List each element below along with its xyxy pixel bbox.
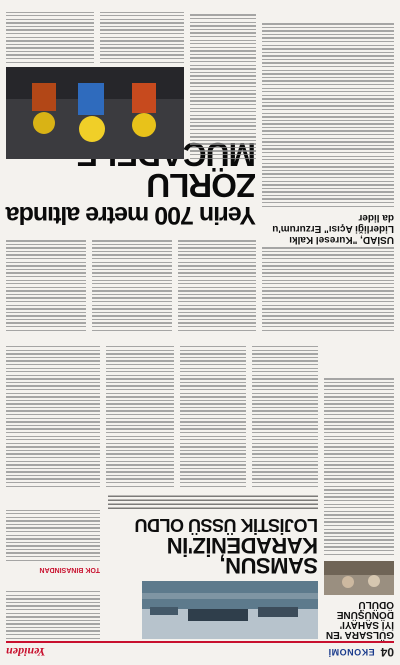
main-body-col-3 bbox=[6, 233, 86, 331]
port-photo-graphic bbox=[142, 581, 318, 639]
lead-headline: SAMSUN, KARADENİZ'İN LOJİSTİK ÜSSÜ OLDU bbox=[134, 515, 318, 578]
lead-body-col-2 bbox=[180, 337, 246, 487]
main-headline: Yerin 700 metre altında ZORLU bbox=[6, 167, 256, 229]
port-photo bbox=[142, 581, 318, 639]
main-body-col-2 bbox=[92, 233, 172, 331]
main-body-col-1 bbox=[178, 233, 256, 331]
lead-body-col-3 bbox=[106, 337, 174, 487]
left-photo-graphic bbox=[324, 561, 394, 595]
right-top-story bbox=[6, 579, 100, 639]
section-name: EKONOMİ bbox=[328, 647, 375, 657]
left-story-body bbox=[324, 339, 394, 555]
miners-photo bbox=[6, 67, 184, 159]
page-header bbox=[6, 641, 394, 661]
right-story bbox=[6, 493, 100, 573]
left-story-headline: GÜLSARA 'EN İYİ SAHAYI' DÖNÜŞÜNE ÖDÜLÜ bbox=[325, 599, 394, 640]
main-lower-col-3 bbox=[6, 5, 94, 63]
newspaper-logo: Yeniden bbox=[6, 645, 46, 660]
left-story bbox=[324, 339, 394, 639]
page-number: 04 bbox=[380, 645, 394, 659]
left-story-photo bbox=[324, 561, 394, 595]
lead-deck bbox=[108, 493, 318, 509]
main-lower-col-1 bbox=[190, 5, 256, 159]
lead-body-col-1 bbox=[252, 337, 318, 487]
mid-left-story bbox=[262, 247, 394, 331]
right-story-headline: TOK BINASINDAN bbox=[39, 566, 100, 573]
main-lower-col-2 bbox=[100, 5, 184, 63]
usiad-story bbox=[262, 5, 394, 245]
miners-photo-graphic bbox=[6, 67, 184, 159]
usiad-headline: USİAD, "Kuresel Kalkı Liderliği Açısı" Erzurum'u da lider bbox=[272, 212, 394, 245]
right-body-col bbox=[6, 337, 100, 487]
